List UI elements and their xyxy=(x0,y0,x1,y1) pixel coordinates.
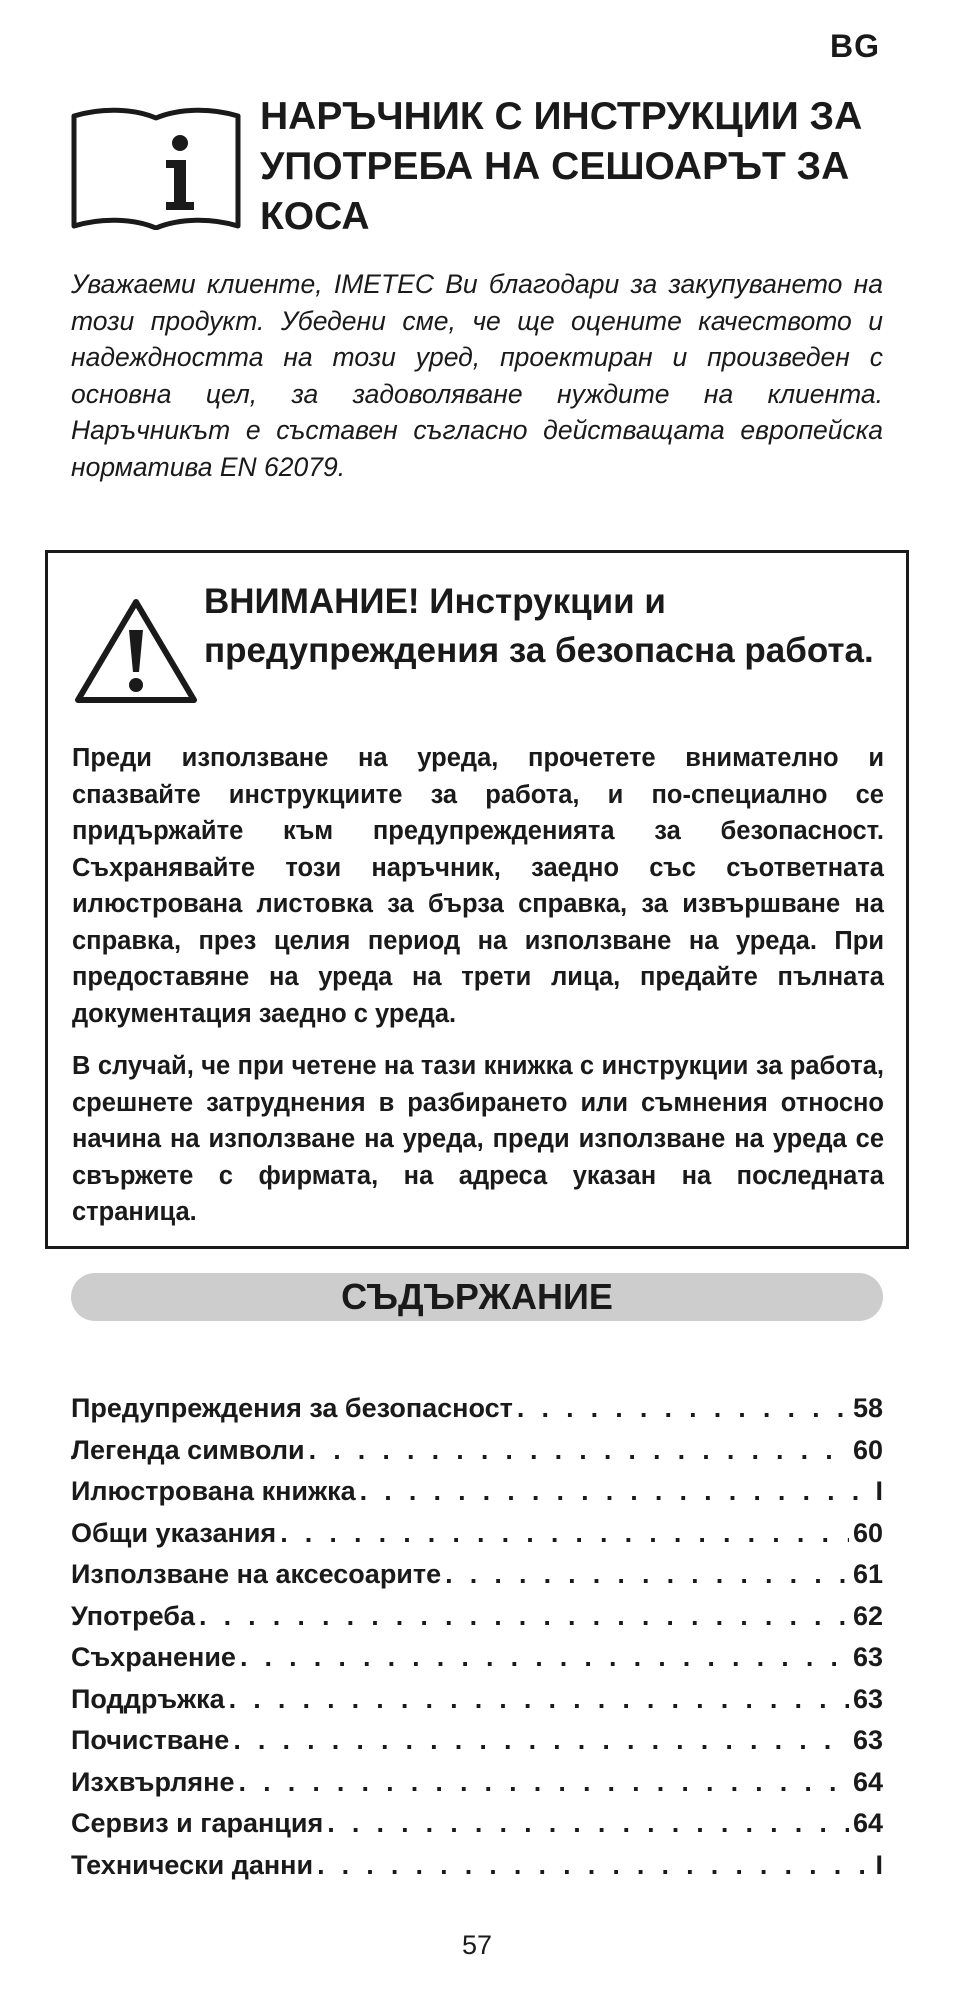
toc-dot-leader xyxy=(233,1720,849,1762)
toc-item-label: Изхвърляне xyxy=(71,1766,235,1797)
toc-dot-leader xyxy=(327,1803,849,1845)
toc-dot-leader xyxy=(239,1762,849,1804)
toc-item[interactable] xyxy=(71,1803,883,1845)
toc-item[interactable] xyxy=(71,1720,883,1762)
toc-item-page: 60 xyxy=(852,1434,883,1465)
toc-item[interactable] xyxy=(71,1388,883,1430)
toc-item-label: Използване на аксесоарите xyxy=(71,1559,442,1589)
toc-item-page: 63 xyxy=(852,1642,883,1672)
toc-item[interactable] xyxy=(71,1762,883,1804)
toc-item-label: Илюстрована книжка xyxy=(71,1476,356,1506)
warning-paragraph-1: Преди използване на уреда, прочетете внимателно и спазвайте инструкциите за работа, и по-специално се придържайте към предупрежденията за безопасност. Съхранявайте този наръчник, заедно със съответната илюстрована листовка за бърза справка, за извършване на справка, през целия период на използване на уреда. При предоставяне на уреда на трети лица, предайте пълната документация заедно с уреда. xyxy=(72,744,884,1028)
toc-dot-leader xyxy=(240,1637,849,1679)
toc-dot-leader xyxy=(517,1388,849,1430)
info-book-icon xyxy=(70,106,242,230)
toc-item[interactable] xyxy=(71,1554,883,1596)
toc-item-label: Легенда символи xyxy=(71,1434,305,1465)
toc-item-page: 60 xyxy=(852,1517,883,1548)
toc-item-page: I xyxy=(875,1849,883,1880)
safety-warning-box xyxy=(45,550,909,1249)
toc-item-page: 64 xyxy=(852,1808,883,1838)
page-title: НАРЪЧНИК С ИНСТРУКЦИИ ЗА УПОТРЕБА НА СЕШОАРЪТ ЗА КОСА xyxy=(260,95,863,238)
toc-item-page: I xyxy=(875,1476,883,1506)
toc-item-label: Общи указания xyxy=(71,1517,277,1548)
toc-item-page: 64 xyxy=(852,1766,883,1797)
toc-item-label: Съхранение xyxy=(71,1642,236,1672)
toc-item-page: 63 xyxy=(852,1725,883,1755)
toc-item-page: 61 xyxy=(852,1559,883,1589)
toc-item[interactable] xyxy=(71,1679,883,1721)
toc-item-page: 63 xyxy=(852,1683,883,1714)
toc-dot-leader xyxy=(445,1554,849,1596)
toc-item-page: 62 xyxy=(852,1600,883,1631)
toc-item-label: Почистване xyxy=(71,1725,230,1755)
toc-dot-leader xyxy=(360,1471,865,1513)
toc-item[interactable] xyxy=(71,1513,883,1555)
toc-item-label: Поддръжка xyxy=(71,1683,225,1714)
toc-dot-leader xyxy=(309,1430,849,1472)
warning-paragraph-2: В случай, че при четене на тази книжка с инструкции за работа, срешнете затруднения в разбирането или съмнения относно начина на използване на уреда, преди използване на уреда се свържете с фирмата, на адреса указан на последната страница. xyxy=(72,1052,884,1226)
toc-item-label: Сервиз и гаранция xyxy=(71,1808,324,1838)
toc-item-label: Употреба xyxy=(71,1600,195,1631)
toc-heading: СЪДЪРЖАНИЕ xyxy=(71,1273,883,1321)
toc-item-page: 58 xyxy=(852,1393,883,1423)
toc-dot-leader xyxy=(229,1679,849,1721)
toc-list xyxy=(71,1388,883,1886)
toc-dot-leader xyxy=(317,1845,865,1887)
toc-item[interactable] xyxy=(71,1596,883,1638)
warning-heading: ВНИМАНИЕ! Инструкции и предупреждения за безопасна работа. xyxy=(204,582,874,670)
toc-item[interactable] xyxy=(71,1471,883,1513)
page-number: 57 xyxy=(461,1930,493,1960)
toc-item[interactable] xyxy=(71,1637,883,1679)
toc-item[interactable] xyxy=(71,1430,883,1472)
intro-paragraph: Уважаеми клиенте, IMETEC Ви благодари за закупуването на този продукт. Убедени сме, че ще оцените качеството и надеждността на този уред, проектиран и произведен с основна цел, за задоволяване нуждите на клиента. Наръчникът е съставен съгласно действащата европейска норматива EN 62079. xyxy=(71,269,883,482)
toc-item[interactable] xyxy=(71,1845,883,1887)
warning-triangle-icon xyxy=(73,596,199,706)
toc-dot-leader xyxy=(280,1513,849,1555)
language-code: BG xyxy=(830,28,880,64)
toc-item-label: Предупреждения за безопасност xyxy=(71,1393,513,1423)
toc-item-label: Технически данни xyxy=(71,1849,314,1880)
toc-dot-leader xyxy=(199,1596,849,1638)
